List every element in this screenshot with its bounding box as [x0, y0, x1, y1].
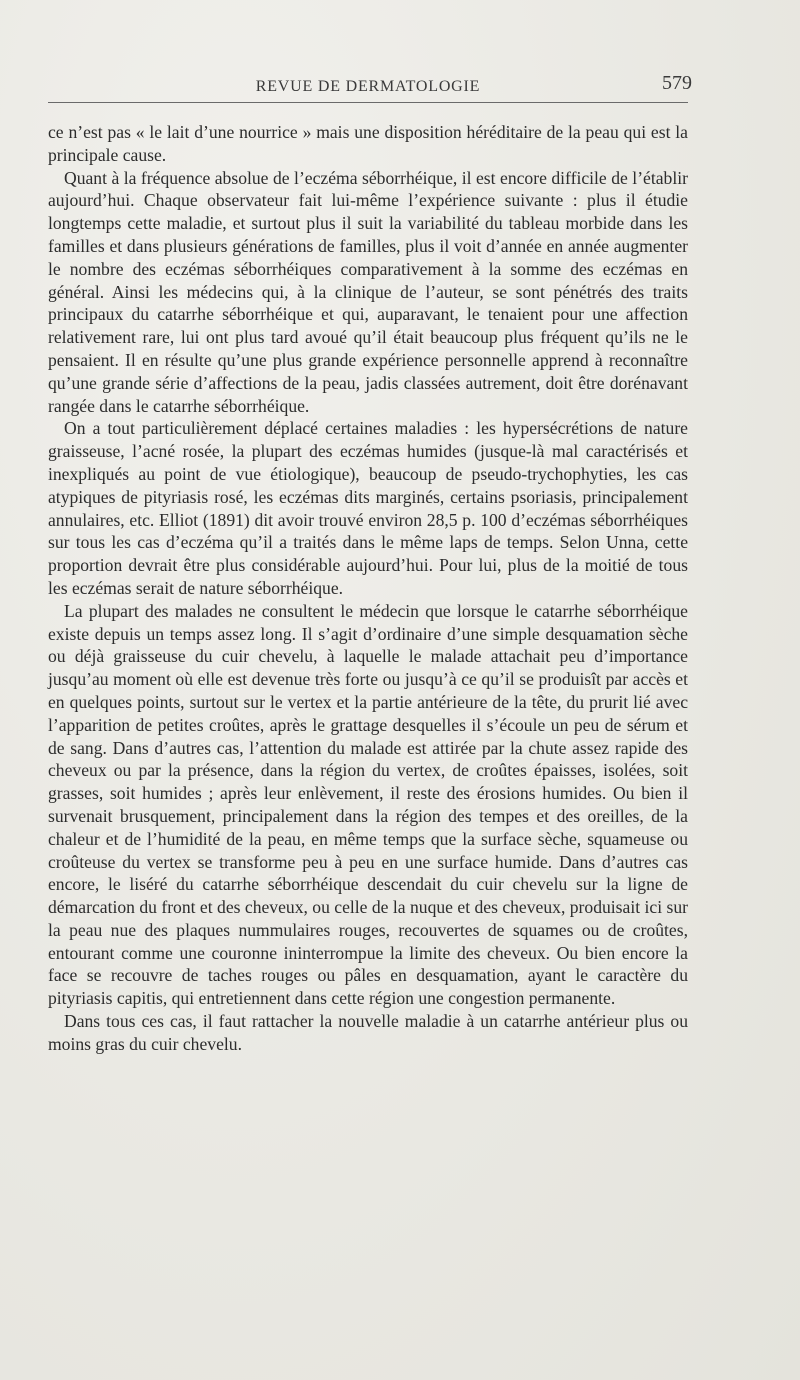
header-rule — [48, 102, 688, 103]
body-text — [48, 121, 688, 1056]
book-page — [48, 72, 692, 1056]
running-head — [48, 72, 692, 102]
paragraph-1: ce n’est pas « le lait d’une nourrice » mais une disposition héréditaire de la peau qui est la principale cause. — [48, 122, 688, 165]
paragraph-3: On a tout particulièrement déplacé certaines maladies : les hypersécrétions de nature graisseuse, l’acné rosée, la plupart des eczémas humides (jusque-là mal caractérisés et inexpliqués au point de vue étiologique), beaucoup de pseudo-trychophyties, les cas atypiques de pityriasis rosé, les eczémas dits marginés, certains psoriasis, principalement annulaires, etc. Elliot (1891) dit avoir trouvé environ 28,5 p. 100 d’eczémas séborrhéiques sur tous les cas d’eczéma qu’il a traités dans le même laps de temps. Selon Unna, cette proportion devrait être plus considérable aujourd’hui. Pour lui, plus de la moitié de tous les eczémas serait de nature séborrhéique. — [48, 418, 688, 598]
running-title: REVUE DE DERMATOLOGIE — [255, 78, 481, 95]
paragraph-4: La plupart des malades ne consultent le médecin que lorsque le catarrhe séborrhéique existe depuis un temps assez long. Il s’agit d’ordinaire d’une simple desquamation sèche ou déjà graisseuse du cuir chevelu, à laquelle le malade attachait peu d’importance jusqu’au moment où elle est devenue très forte ou jusqu’à ce qu’il se produisît par accès et en quelques points, surtout sur le vertex et la partie antérieure de la tête, du prurit lié avec l’apparition de petites croûtes, après le grattage desquelles il s’écoule un peu de sérum et de sang. Dans d’autres cas, l’attention du malade est attirée par la chute assez rapide des cheveux ou par la présence, dans la région du vertex, de croûtes épaisses, isolées, soit grasses, soit humides ; après leur enlèvement, il reste des érosions humides. Ou bien il survenait brusquement, principalement dans la région des tempes et des oreilles, de la chaleur et de l’humidité de la peau, en même temps que la surface sèche, squameuse ou croûteuse du vertex se transforme peu à peu en une surface humide. Dans d’autres cas encore, le liséré du catarrhe séborrhéique descendait du cuir chevelu sur la ligne de démarcation du front et des cheveux, ou celle de la nuque et des cheveux, produisait ici sur la peau nue des plaques nummulaires rouges, recouvertes de squames ou de croûtes, entourant comme une couronne ininterrompue la limite des cheveux. Ou bien encore la face se recouvre de taches rouges ou pâles en desquamation, ayant le caractère du pityriasis capitis, qui entretiennent dans cette région une congestion permanente. — [48, 600, 688, 1009]
page-number: 579 — [662, 72, 692, 94]
paragraph-2: Quant à la fréquence absolue de l’eczéma séborrhéique, il est encore difficile de l’établir aujourd’hui. Chaque observateur fait lui-même l’expérience suivante : plus il étudie longtemps cette maladie, et surtout plus il suit la variabilité du tableau morbide dans les familles et dans plusieurs générations de familles, plus il voit d’année en année augmenter le nombre des eczémas séborrhéiques comparativement à la somme des eczémas en général. Ainsi les médecins qui, à la clinique de l’auteur, se sont pénétrés des traits principaux du catarrhe séborrhéique et qui, auparavant, le tenaient pour une affection relativement rare, lui ont plus tard avoué qu’il était beaucoup plus fréquent qu’ils ne le pensaient. Il en résulte qu’une plus grande expérience personnelle apprend à reconnaître qu’une grande série d’affections de la peau, jadis classées autrement, doit être dorénavant rangée dans le catarrhe séborrhéique. — [48, 167, 688, 416]
paragraph-5: Dans tous ces cas, il faut rattacher la nouvelle maladie à un catarrhe antérieur plus ou moins gras du cuir chevelu. — [48, 1011, 688, 1054]
